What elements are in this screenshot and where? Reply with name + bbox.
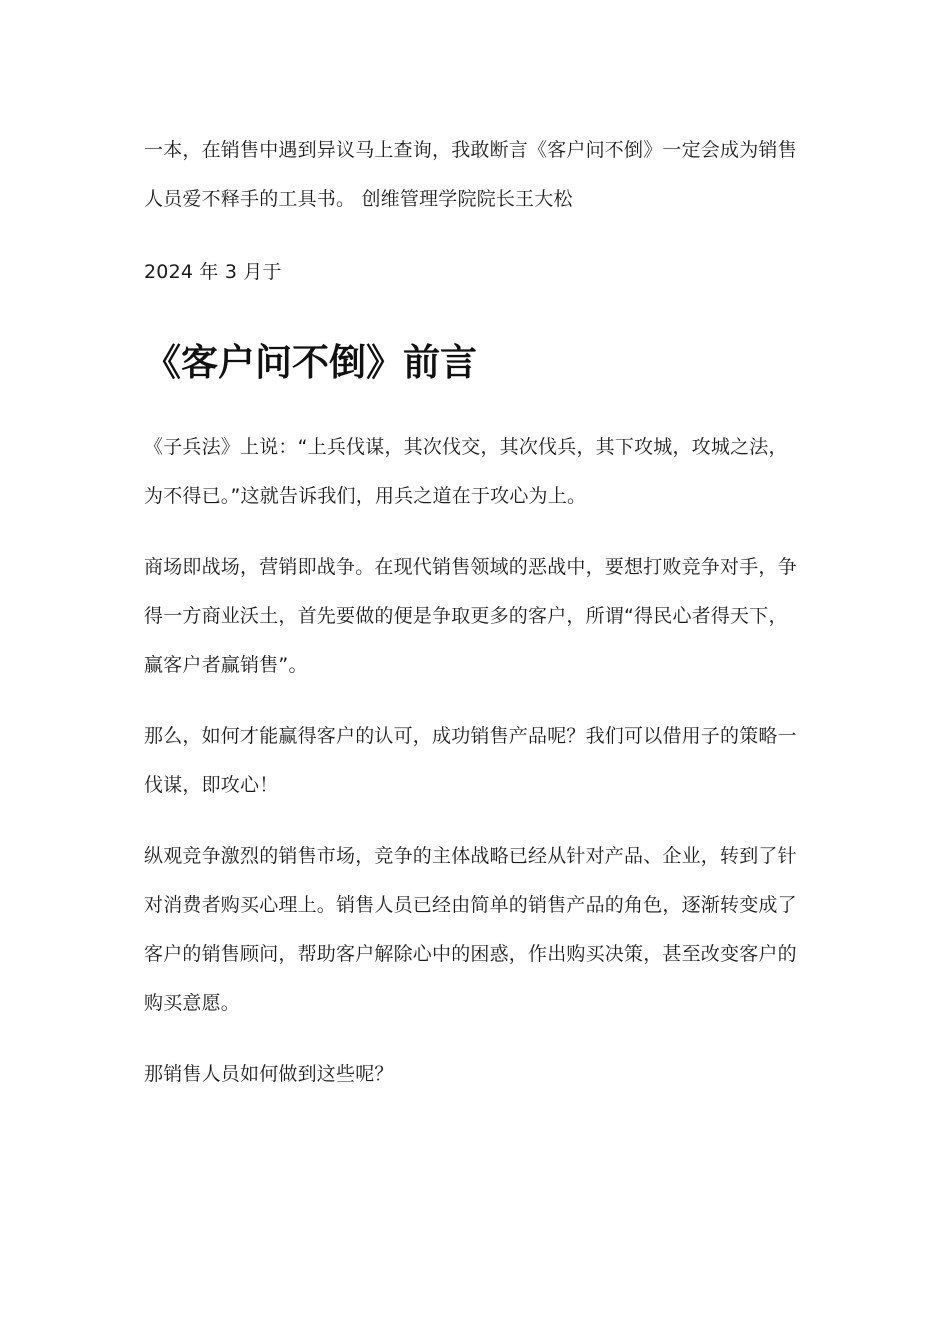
paragraph-1 — [144, 423, 800, 521]
paragraph-3 — [144, 712, 800, 810]
p1-line-1: 《子兵法》上说：“上兵伐谋，其次伐交，其次伐兵，其下攻城，攻城之法， — [144, 436, 788, 458]
p4-line-3: 客户的销售顾问，帮助客户解除心中的困惑，作出购买决策，甚至改变客户的 — [144, 943, 797, 965]
date-line: 2024 年 3 月于 — [144, 261, 282, 283]
p4-line-1: 纵观竞争激烈的销售市场，竞争的主体战略已经从针对产品、企业，转到了针 — [144, 845, 797, 867]
p2-line-2: 得一方商业沃土，首先要做的便是争取更多的客户，所谓“得民心者得天下， — [144, 605, 788, 627]
section-heading: 《客户问不倒》前言 — [144, 341, 477, 384]
p4-line-2: 对消费者购买心理上。销售人员已经由简单的销售产品的角色，逐渐转变成了 — [144, 894, 797, 916]
p4-line-4: 购买意愿。 — [144, 992, 241, 1014]
intro-line-1: 一本，在销售中遇到异议马上查询，我敢断言《客户问不倒》一定会成为销售 — [144, 139, 797, 161]
document-page — [144, 126, 800, 1099]
p5-line-1: 那销售人员如何做到这些呢？ — [144, 1063, 394, 1085]
p3-line-1: 那么，如何才能赢得客户的认可，成功销售产品呢？我们可以借用子的策略一 — [144, 725, 797, 747]
intro-paragraph — [144, 126, 800, 224]
paragraph-5 — [144, 1050, 800, 1099]
intro-line-2: 人员爱不释手的工具书。 创维管理学院院长王大松 — [144, 188, 573, 210]
p2-line-1: 商场即战场，营销即战争。在现代销售领域的恶战中，要想打败竞争对手，争 — [144, 556, 797, 578]
paragraph-2 — [144, 543, 800, 690]
p1-line-2: 为不得已。”这就告诉我们，用兵之道在于攻心为上。 — [144, 485, 587, 507]
p3-line-2: 伐谋，即攻心！ — [144, 774, 279, 796]
p2-line-3: 赢客户者赢销售”。 — [144, 654, 308, 676]
paragraph-4 — [144, 832, 800, 1028]
